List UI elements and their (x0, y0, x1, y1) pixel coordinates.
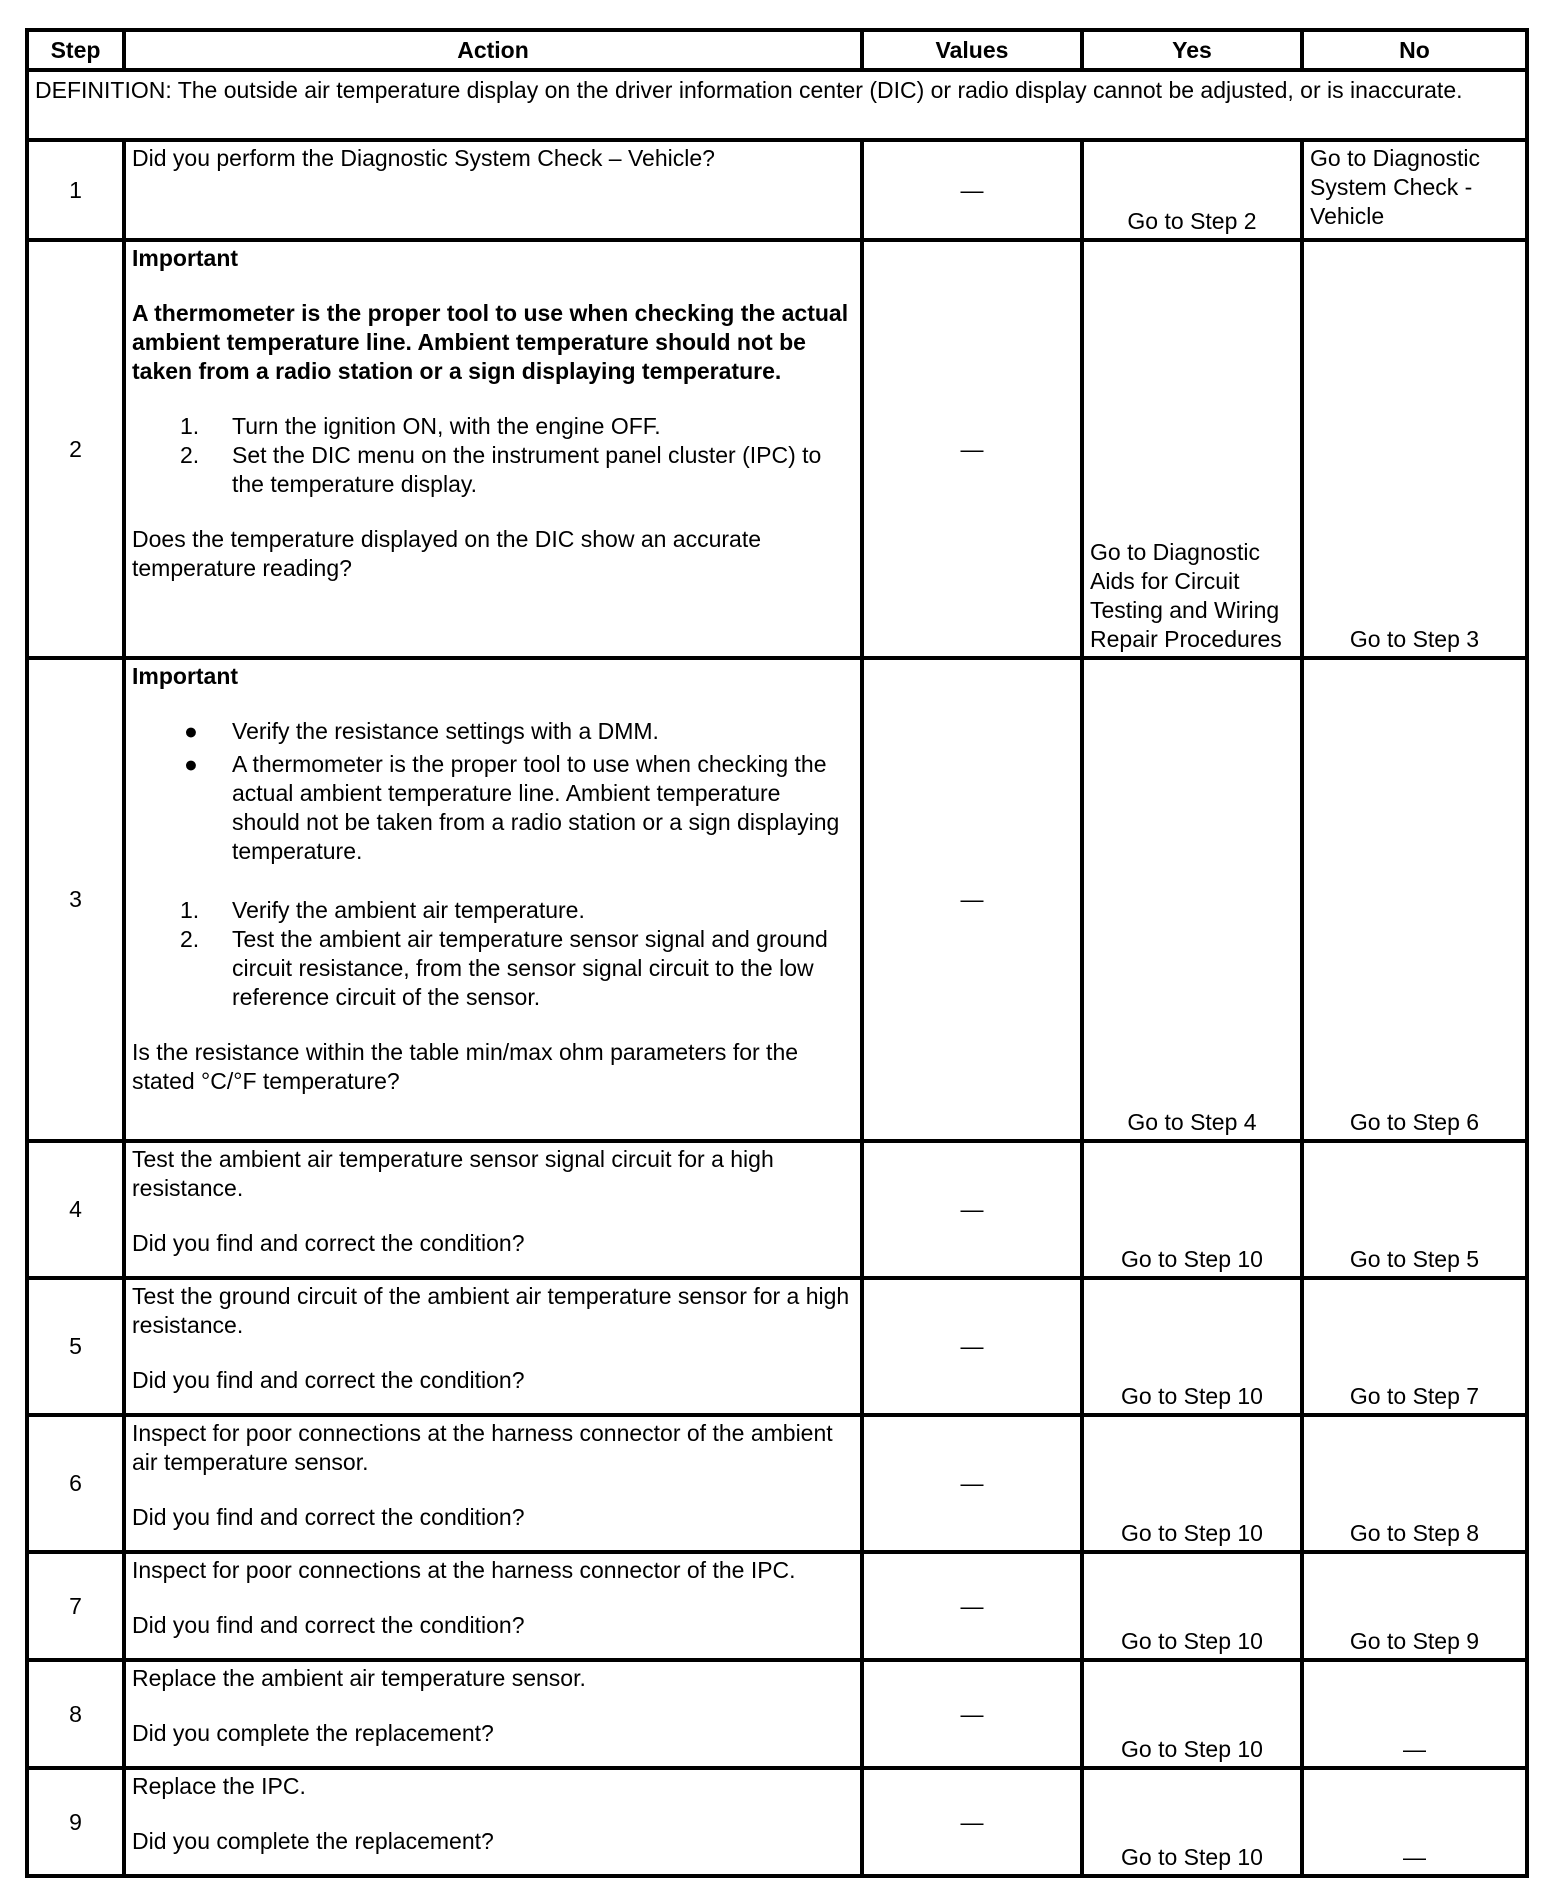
table-row (27, 1141, 1527, 1278)
bullet-icon: ● (184, 718, 198, 744)
values-cell: — (862, 240, 1082, 658)
action-text: Replace the IPC. (132, 1773, 306, 1799)
yes-cell: Go to Step 10 (1082, 1415, 1302, 1552)
action-text: Inspect for poor connections at the harness connector of the ambient air temperature sensor. (132, 1420, 833, 1475)
definition-row (27, 70, 1527, 140)
no-cell: Go to Diagnostic System Check - Vehicle (1302, 140, 1527, 240)
list-text: Verify the ambient air temperature. (232, 897, 585, 923)
list-number: 1. (180, 413, 200, 439)
action-cell (124, 240, 862, 658)
values-cell: — (862, 140, 1082, 240)
definition-text: DEFINITION: The outside air temperature display on the driver information center (DIC) or radio display cannot be adjusted, or is inaccurate. (27, 70, 1527, 140)
list-item (132, 750, 854, 866)
list-number: 2. (180, 926, 200, 952)
header-no: No (1302, 30, 1527, 70)
header-action: Action (124, 30, 862, 70)
list-text: Set the DIC menu on the instrument panel cluster (IPC) to the temperature display. (232, 442, 822, 497)
values-cell: — (862, 1552, 1082, 1660)
list-text: Test the ambient air temperature sensor signal and ground circuit resistance, from the sensor signal circuit to the low reference circuit of the sensor. (232, 926, 828, 1010)
step-number: 8 (27, 1660, 124, 1768)
table-row (27, 1415, 1527, 1552)
question-text: Did you perform the Diagnostic System Check – Vehicle? (132, 145, 715, 171)
list-text: A thermometer is the proper tool to use when checking the actual ambient temperature line. Ambient temperature should not be taken from a radio station or a sign displaying temperature. (232, 751, 840, 864)
question-text: Did you find and correct the condition? (132, 1612, 525, 1638)
action-cell (124, 1768, 862, 1876)
table-row (27, 1552, 1527, 1660)
no-cell: Go to Step 5 (1302, 1141, 1527, 1278)
header-step: Step (27, 30, 124, 70)
action-text: Test the ground circuit of the ambient air temperature sensor for a high resistance. (132, 1283, 850, 1338)
table-row (27, 140, 1527, 240)
yes-cell: Go to Step 10 (1082, 1141, 1302, 1278)
action-cell (124, 1141, 862, 1278)
no-cell: Go to Step 6 (1302, 658, 1527, 1141)
step-number: 5 (27, 1278, 124, 1415)
question-text: Did you find and correct the condition? (132, 1504, 525, 1530)
values-cell: — (862, 658, 1082, 1141)
action-cell (124, 140, 862, 240)
action-cell (124, 1278, 862, 1415)
procedure-list (132, 896, 854, 1012)
no-cell: Go to Step 9 (1302, 1552, 1527, 1660)
list-number: 2. (180, 442, 200, 468)
step-number: 7 (27, 1552, 124, 1660)
question-text: Did you complete the replacement? (132, 1720, 494, 1746)
list-text: Verify the resistance settings with a DMM. (232, 718, 659, 744)
table-row (27, 240, 1527, 658)
header-yes: Yes (1082, 30, 1302, 70)
table-row (27, 1768, 1527, 1876)
no-cell: — (1302, 1768, 1527, 1876)
list-item (132, 412, 854, 441)
list-item (132, 717, 854, 746)
yes-cell: Go to Step 4 (1082, 658, 1302, 1141)
step-number: 1 (27, 140, 124, 240)
no-cell: Go to Step 3 (1302, 240, 1527, 658)
question-text: Did you find and correct the condition? (132, 1367, 525, 1393)
values-cell: — (862, 1415, 1082, 1552)
question-text: Did you find and correct the condition? (132, 1230, 525, 1256)
values-cell: — (862, 1278, 1082, 1415)
important-label: Important (132, 663, 239, 689)
diagnostic-table (25, 28, 1529, 1878)
action-cell (124, 1552, 862, 1660)
header-values: Values (862, 30, 1082, 70)
table-row (27, 1660, 1527, 1768)
question-text: Is the resistance within the table min/max ohm parameters for the stated °C/°F temperature? (132, 1039, 799, 1094)
no-cell: Go to Step 8 (1302, 1415, 1527, 1552)
action-text: Test the ambient air temperature sensor signal circuit for a high resistance. (132, 1146, 774, 1201)
list-item (132, 441, 854, 499)
procedure-list (132, 412, 854, 499)
step-number: 9 (27, 1768, 124, 1876)
no-cell: Go to Step 7 (1302, 1278, 1527, 1415)
list-item (132, 925, 854, 1012)
important-label: Important (132, 245, 239, 271)
action-text: Inspect for poor connections at the harness connector of the IPC. (132, 1557, 796, 1583)
header-row (27, 30, 1527, 70)
question-text: Did you complete the replacement? (132, 1828, 494, 1854)
table-row (27, 658, 1527, 1141)
action-cell (124, 658, 862, 1141)
action-cell (124, 1415, 862, 1552)
list-item (132, 896, 854, 925)
step-number: 2 (27, 240, 124, 658)
yes-cell: Go to Step 10 (1082, 1278, 1302, 1415)
values-cell: — (862, 1660, 1082, 1768)
action-cell (124, 1660, 862, 1768)
action-text: Replace the ambient air temperature sensor. (132, 1665, 586, 1691)
step-number: 3 (27, 658, 124, 1141)
list-number: 1. (180, 897, 200, 923)
no-cell: — (1302, 1660, 1527, 1768)
step-number: 6 (27, 1415, 124, 1552)
bullet-icon: ● (184, 751, 198, 777)
table-row (27, 1278, 1527, 1415)
yes-cell: Go to Step 10 (1082, 1552, 1302, 1660)
important-text: A thermometer is the proper tool to use when checking the actual ambient temperature line. Ambient temperature should not be taken from a radio station or a sign displaying temperature. (132, 300, 849, 384)
yes-cell: Go to Step 10 (1082, 1660, 1302, 1768)
yes-cell: Go to Step 10 (1082, 1768, 1302, 1876)
yes-cell: Go to Diagnostic Aids for Circuit Testing and Wiring Repair Procedures (1082, 240, 1302, 658)
bullet-list (132, 717, 854, 866)
yes-cell: Go to Step 2 (1082, 140, 1302, 240)
values-cell: — (862, 1141, 1082, 1278)
question-text: Does the temperature displayed on the DIC show an accurate temperature reading? (132, 526, 762, 581)
values-cell: — (862, 1768, 1082, 1876)
step-number: 4 (27, 1141, 124, 1278)
list-text: Turn the ignition ON, with the engine OFF. (232, 413, 661, 439)
